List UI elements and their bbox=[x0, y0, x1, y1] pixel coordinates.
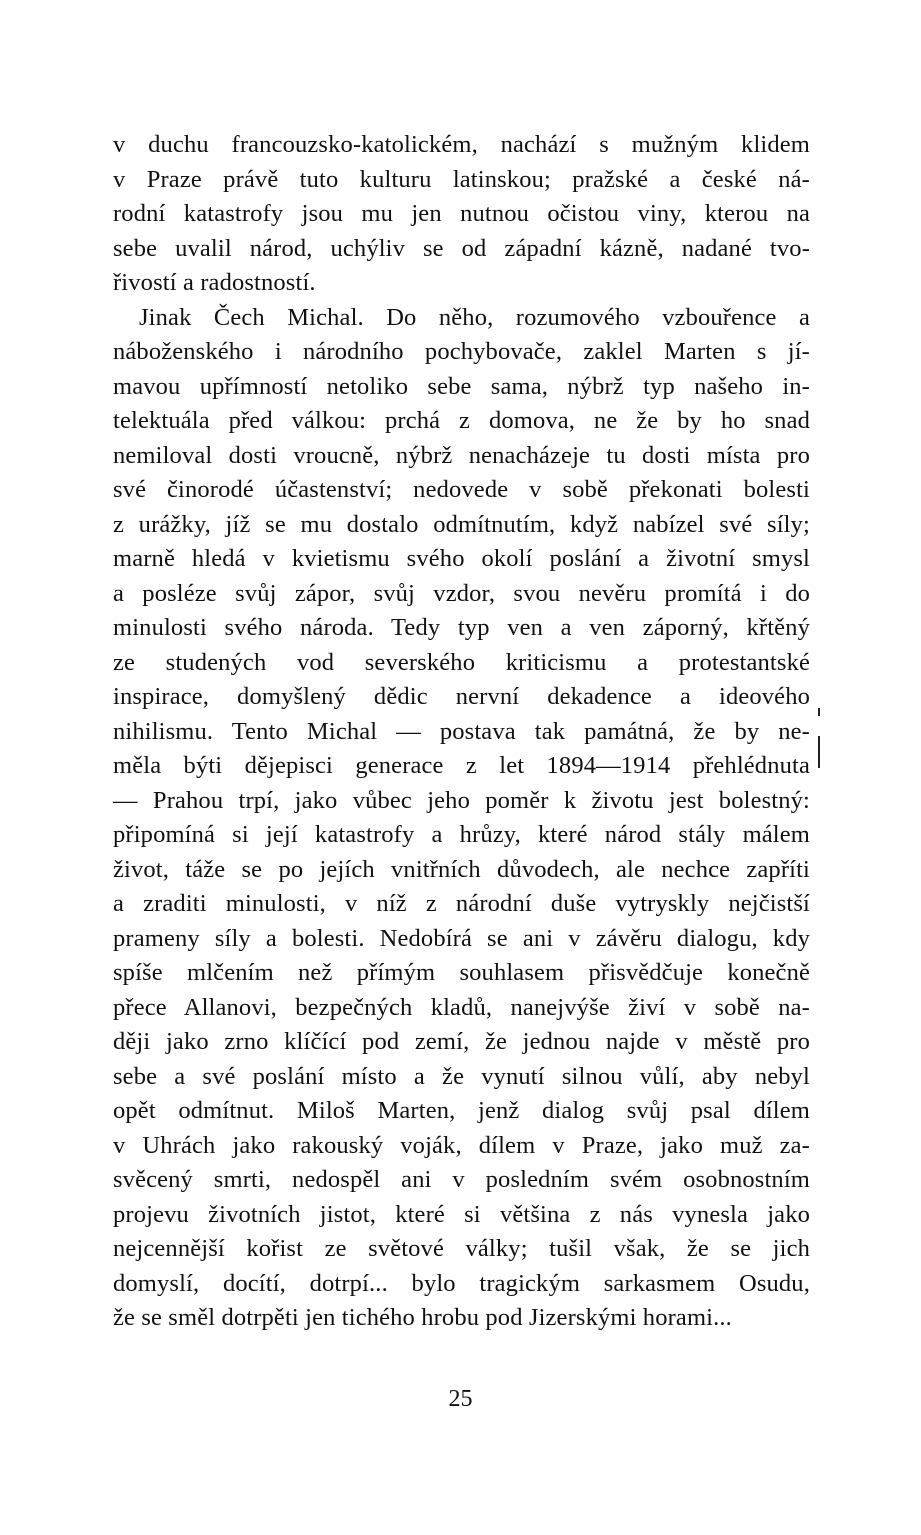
text-line: minulosti svého národa. Tedy typ ven a ven záporný, křtěný bbox=[113, 614, 810, 641]
body-text bbox=[113, 128, 810, 1336]
text-line: v Praze právě tuto kulturu latinskou; pražské a české ná- bbox=[113, 165, 810, 193]
text-line: a zraditi minulosti, v níž z národní duše vytryskly nejčistší bbox=[113, 890, 810, 917]
text-line: přece Allanovi, bezpečných kladů, nanejvýše živí v sobě na- bbox=[113, 993, 810, 1021]
margin-scan-mark bbox=[818, 708, 820, 716]
text-line: prameny síly a bolesti. Nedobírá se ani v závěru dialogu, kdy bbox=[113, 924, 810, 952]
text-line: měla býti dějepisci generace z let 1894—1914 přehlédnuta bbox=[113, 752, 810, 779]
text-line: opět odmítnut. Miloš Marten, jenž dialog svůj psal dílem bbox=[113, 1097, 810, 1124]
text-line: že se směl dotrpěti jen tichého hrobu pod Jizerskými horami... bbox=[113, 1304, 732, 1331]
text-line: marně hledá v kvietismu svého okolí poslání a životní smysl bbox=[113, 545, 810, 572]
text-line: projevu životních jistot, které si většina z nás vynesla jako bbox=[113, 1200, 810, 1228]
text-line: mavou upřímností netoliko sebe sama, nýbrž typ našeho in- bbox=[113, 372, 810, 400]
text-line: nihilismu. Tento Michal — postava tak památná, že by ne- bbox=[113, 717, 810, 745]
text-line: svěcený smrti, nedospěl ani v posledním svém osobnostním bbox=[113, 1166, 810, 1193]
text-line: život, táže se po jejích vnitřních důvodech, ale nechce zapříti bbox=[113, 855, 810, 883]
text-line: spíše mlčením než přímým souhlasem přisvědčuje konečně bbox=[113, 959, 810, 986]
text-line: připomíná si její katastrofy a hrůzy, které národ stály málem bbox=[113, 821, 810, 848]
text-line: telektuála před válkou: prchá z domova, ne že by ho snad bbox=[113, 407, 810, 434]
text-line: inspirace, domyšlený dědic nervní dekadence a ideového bbox=[113, 683, 810, 710]
text-line: rodní katastrofy jsou mu jen nutnou očistou viny, kterou na bbox=[113, 200, 810, 227]
text-line: ze studených vod severského kriticismu a protestantské bbox=[113, 648, 810, 676]
text-line: v duchu francouzsko-katolickém, nachází s mužným klidem bbox=[113, 131, 810, 158]
text-line: sebe uvalil národ, uchýliv se od západní kázně, nadané tvo- bbox=[113, 234, 810, 262]
text-line: v Uhrách jako rakouský voják, dílem v Praze, jako muž za- bbox=[113, 1131, 810, 1159]
text-line: sebe a své poslání místo a že vynutí silnou vůlí, aby nebyl bbox=[113, 1062, 810, 1090]
text-line: a posléze svůj zápor, svůj vzdor, svou nevěru promítá i do bbox=[113, 579, 810, 607]
paragraph-start-line: Jinak Čech Michal. Do něho, rozumového vzbouřence a bbox=[139, 303, 810, 331]
text-line: řivostí a radostností. bbox=[113, 269, 316, 296]
text-line: své činorodé účastenství; nedovede v sobě překonati bolesti bbox=[113, 476, 810, 503]
margin-scan-mark bbox=[818, 736, 820, 768]
text-line: domyslí, docítí, dotrpí... bylo tragickým sarkasmem Osudu, bbox=[113, 1269, 810, 1297]
page-number: 25 bbox=[448, 1386, 473, 1412]
text-line: nejcennější kořist ze světové války; tušil však, že se jich bbox=[113, 1235, 810, 1262]
text-line: ději jako zrno klíčící pod zemí, že jednou najde v městě pro bbox=[113, 1028, 810, 1055]
text-line: nemiloval dosti vroucně, nýbrž nenacházeje tu dosti místa pro bbox=[113, 441, 810, 469]
text-line: — Prahou trpí, jako vůbec jeho poměr k životu jest bolestný: bbox=[113, 786, 810, 814]
text-line: náboženského i národního pochybovače, zaklel Marten s jí- bbox=[113, 338, 810, 365]
text-line: z urážky, jíž se mu dostalo odmítnutím, když nabízel své síly; bbox=[113, 510, 810, 538]
